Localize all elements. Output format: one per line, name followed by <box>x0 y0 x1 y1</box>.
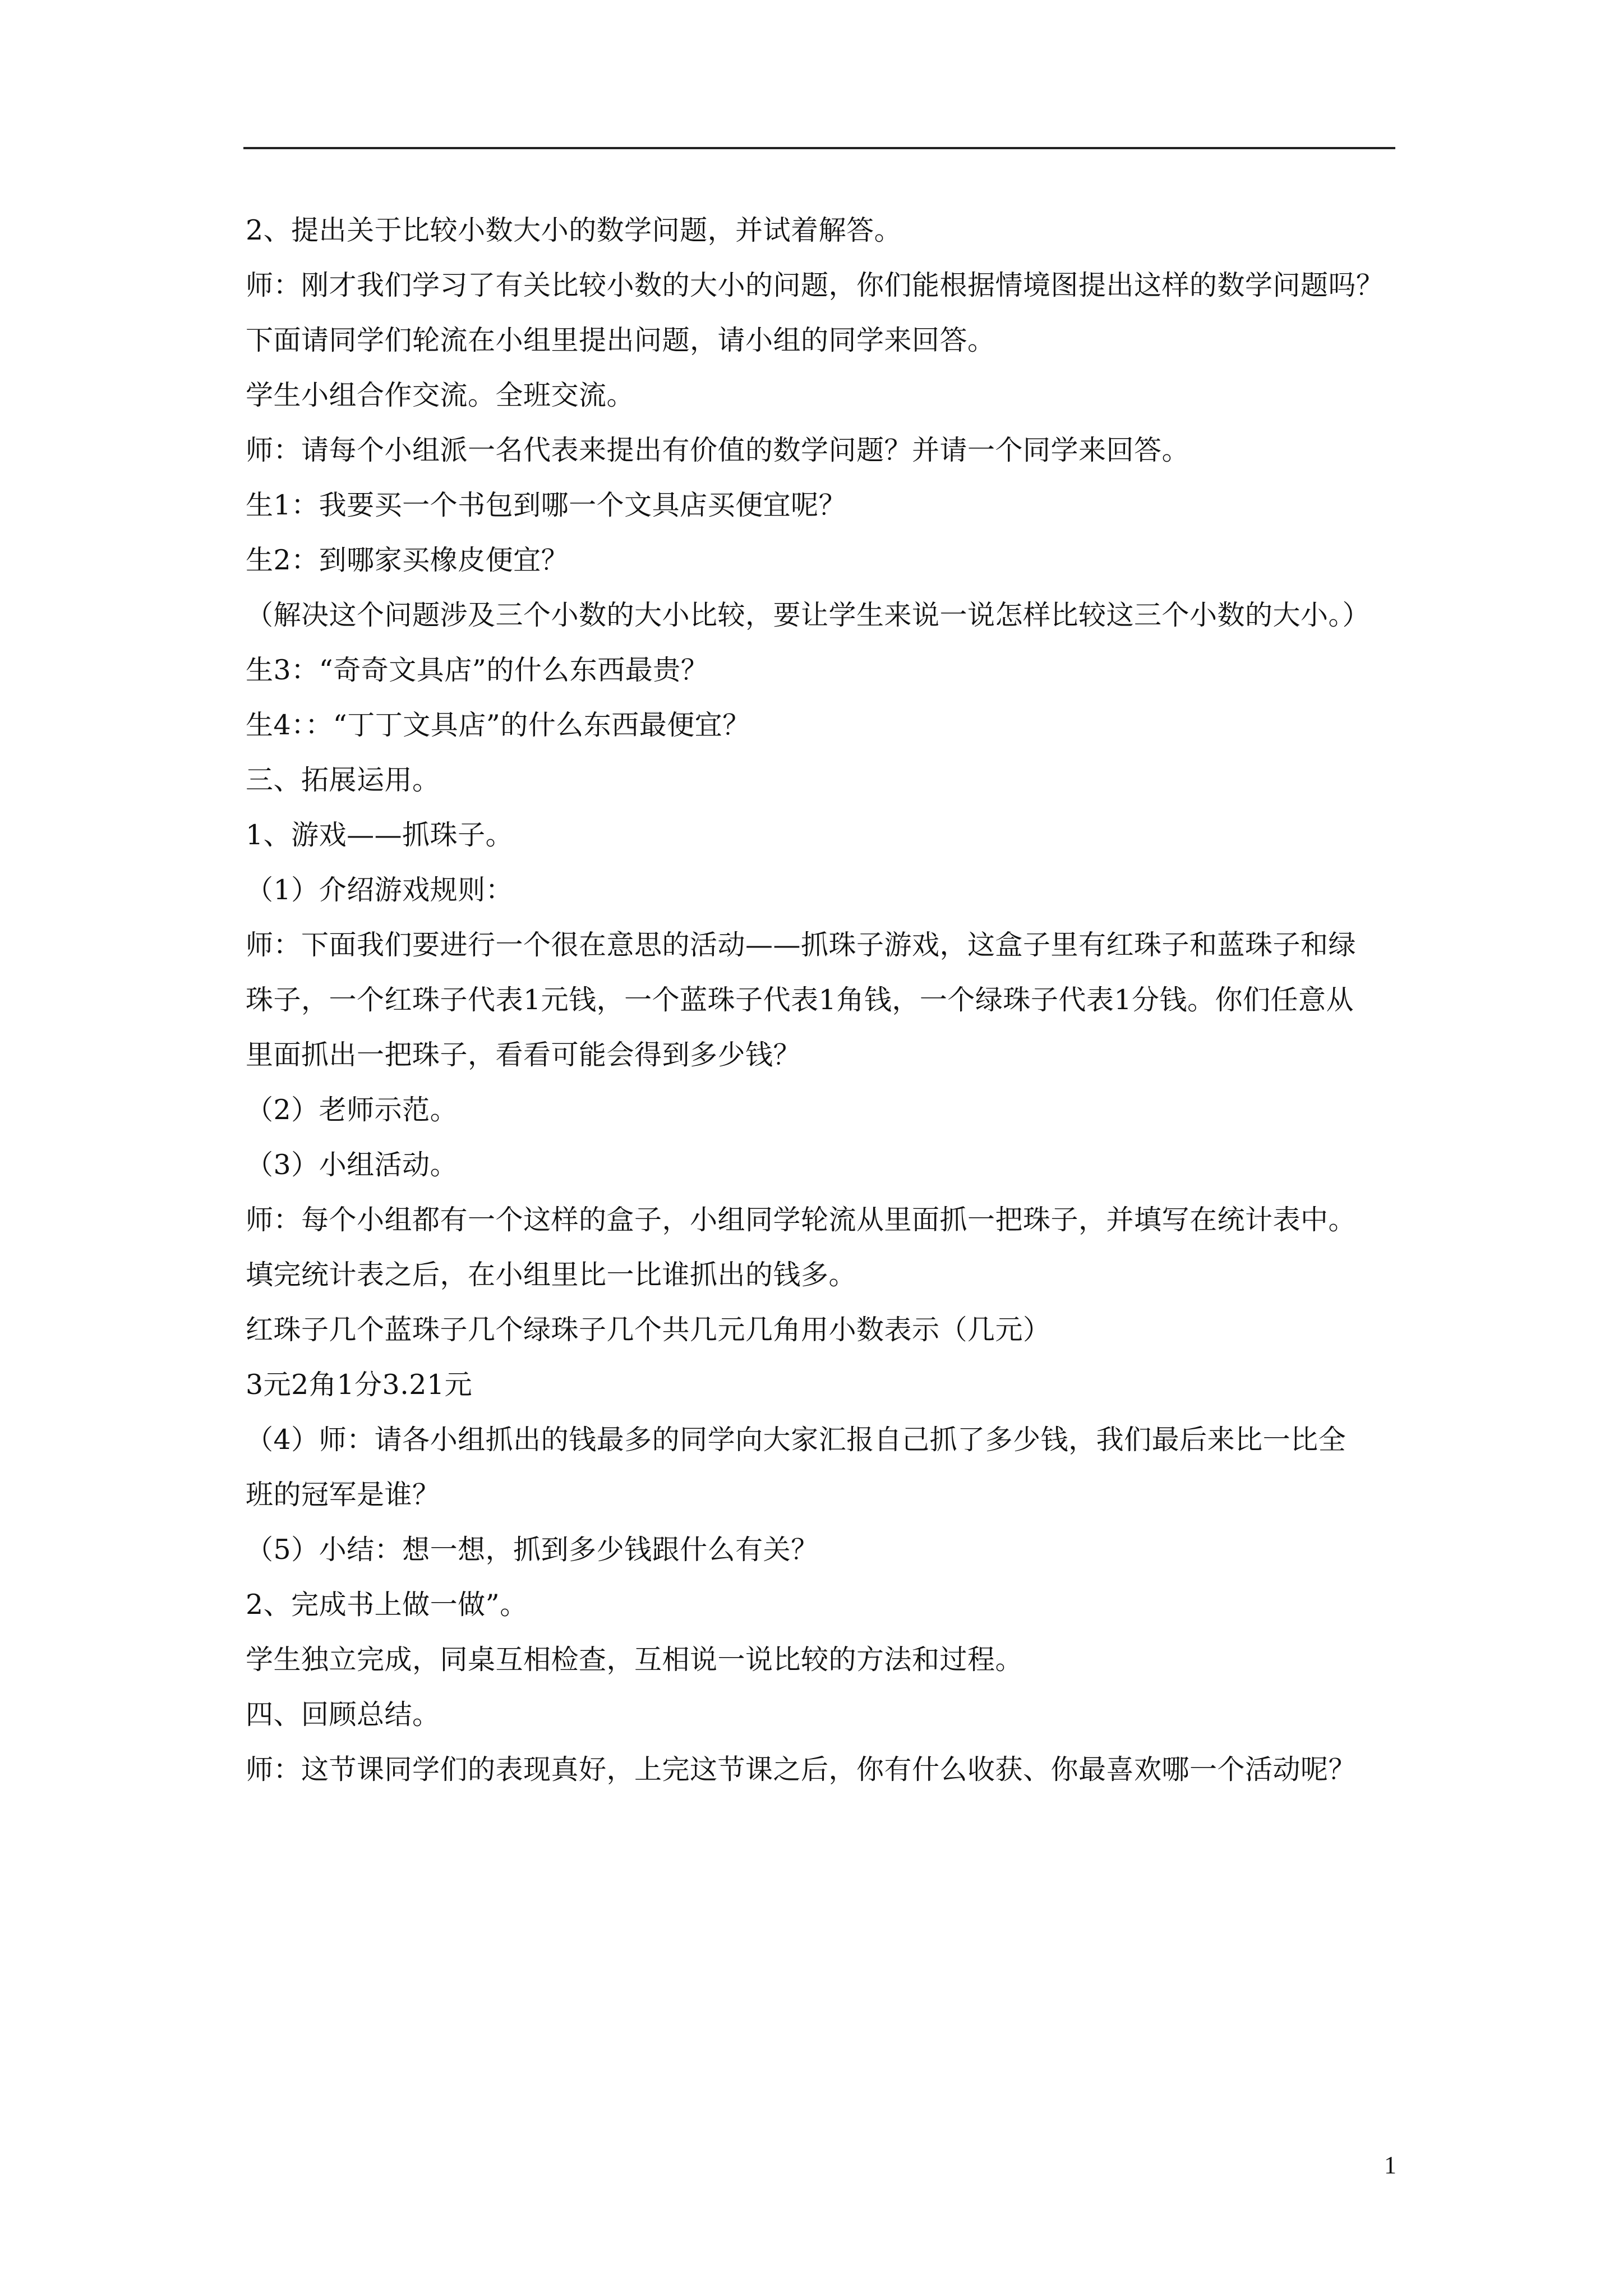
text-line: （3）小组活动。 <box>246 1149 458 1181</box>
text-line: 3元2角1分3.21元 <box>246 1369 473 1401</box>
text-line: 班的冠军是谁？ <box>246 1479 440 1511</box>
text-line: 三、拓展运用。 <box>246 764 440 796</box>
text-line: 2、完成书上做一做”。 <box>246 1589 528 1621</box>
text-line: 生2：到哪家买橡皮便宜？ <box>246 544 569 576</box>
text-line: （2）老师示范。 <box>246 1094 458 1126</box>
text-line: （解决这个问题涉及三个小数的大小比较，要让学生来说一说怎样比较这三个小数的大小。） <box>246 599 1371 631</box>
text-line: 师：这节课同学们的表现真好，上完这节课之后，你有什么收获、你最喜欢哪一个活动呢？ <box>246 1754 1357 1786</box>
text-line: 师：刚才我们学习了有关比较小数的大小的问题，你们能根据情境图提出这样的数学问题吗？ <box>246 269 1384 301</box>
document-body <box>246 203 1401 1797</box>
text-line: （1）介绍游戏规则： <box>246 874 514 906</box>
text-line: 珠子，一个红珠子代表1元钱，一个蓝珠子代表1角钱，一个绿珠子代表1分钱。你们任意从 <box>246 984 1354 1016</box>
text-line: 里面抓出一把珠子，看看可能会得到多少钱？ <box>246 1039 801 1071</box>
text-line: 填完统计表之后，在小组里比一比谁抓出的钱多。 <box>246 1259 857 1291</box>
text-line: （5）小结：想一想，抓到多少钱跟什么有关？ <box>246 1534 819 1566</box>
text-line: 2、提出关于比较小数大小的数学问题，并试着解答。 <box>246 214 902 246</box>
text-line: 学生小组合作交流。全班交流。 <box>246 379 635 411</box>
text-line: 生4：：“丁丁文具店”的什么东西最便宜？ <box>246 709 750 741</box>
text-line: 师：每个小组都有一个这样的盒子，小组同学轮流从里面抓一把珠子，并填写在统计表中。 <box>246 1204 1357 1236</box>
header-divider <box>243 147 1395 149</box>
text-line: 红珠子几个蓝珠子几个绿珠子几个共几元几角用小数表示（几元） <box>246 1314 1051 1346</box>
text-line: 生1：我要买一个书包到哪一个文具店买便宜呢？ <box>246 489 847 521</box>
text-line: 四、回顾总结。 <box>246 1699 440 1731</box>
text-line: 师：下面我们要进行一个很在意思的活动——抓珠子游戏，这盒子里有红珠子和蓝珠子和绿 <box>246 929 1357 961</box>
page-number: 1 <box>1384 2151 1396 2179</box>
text-line: 学生独立完成，同桌互相检查，互相说一说比较的方法和过程。 <box>246 1644 1023 1676</box>
text-line: （4）师：请各小组抓出的钱最多的同学向大家汇报自己抓了多少钱，我们最后来比一比全 <box>246 1424 1347 1456</box>
text-line: 下面请同学们轮流在小组里提出问题，请小组的同学来回答。 <box>246 324 995 356</box>
text-line: 1、游戏——抓珠子。 <box>246 819 514 851</box>
text-line: 生3：“奇奇文具店”的什么东西最贵？ <box>246 654 709 686</box>
text-line: 师：请每个小组派一名代表来提出有价值的数学问题？并请一个同学来回答。 <box>246 434 1190 466</box>
